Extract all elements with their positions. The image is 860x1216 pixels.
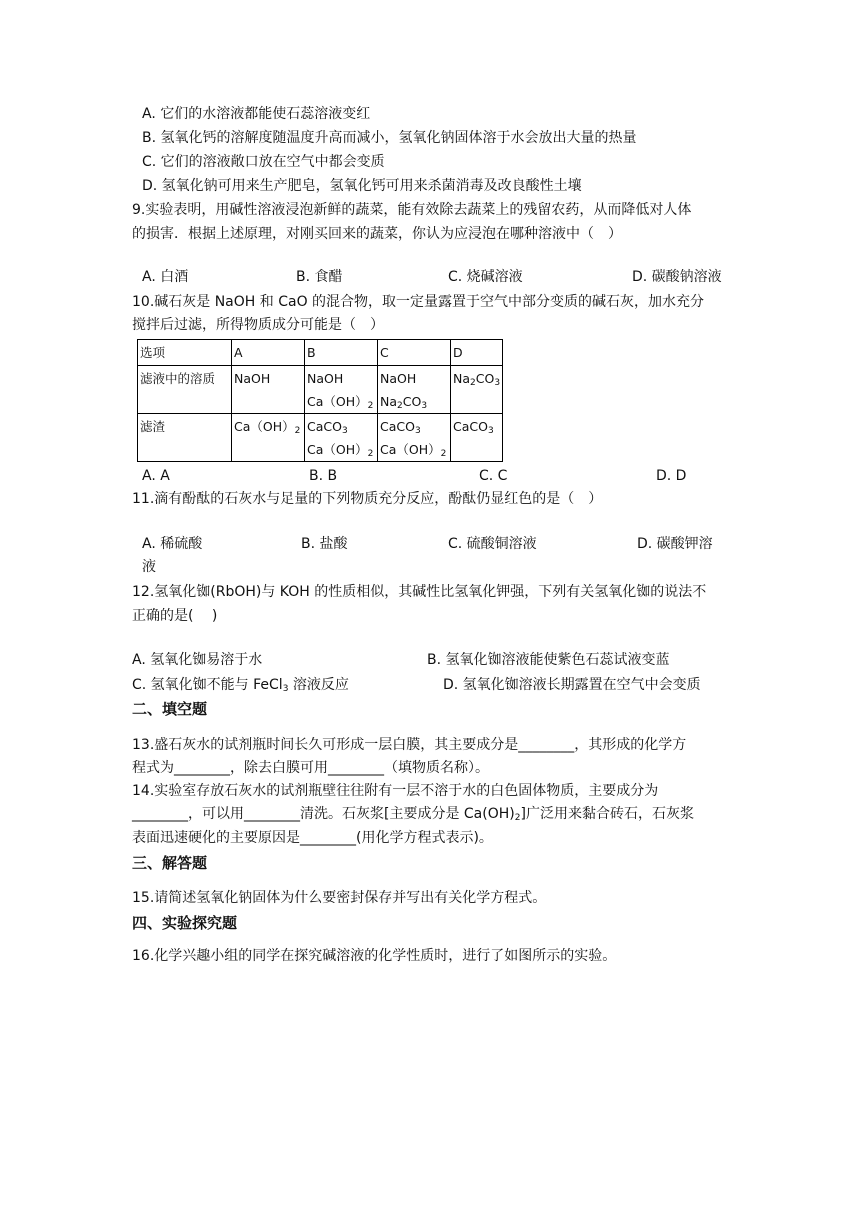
q9-stem-line2: 的损害．根据上述原理，对刚买回来的蔬菜，你认为应浸泡在哪种溶液中（ ） <box>132 226 622 242</box>
q11-option-d-wrap: 液 <box>142 559 156 575</box>
formula: $Ca(OH)_2$ <box>234 419 301 436</box>
q13-stem-line1: 13.盛石灰水的试剂瓶时间长久可形成一层白膜，其主要成分是________，其形成的化学方 <box>132 737 687 753</box>
q11-option-b: B. 盐酸 <box>301 536 348 552</box>
q12-stem-line2: 正确的是( ) <box>132 608 218 624</box>
formula: NaOH <box>380 371 417 386</box>
table-cell: D <box>451 340 503 366</box>
q12-option-d: D. 氢氧化铷溶液长期露置在空气中会变质 <box>443 677 701 693</box>
q10-options-table <box>137 339 503 462</box>
formula: CaCO$_3$ <box>380 419 421 436</box>
formula: $Na_2CO_3$ <box>380 394 428 411</box>
formula: $Na_2CO_3$ <box>453 371 501 388</box>
q9-option-c: C. 烧碱溶液 <box>448 269 523 285</box>
q14-stem-line1: 14.实验室存放石灰水的试剂瓶壁往往附有一层不溶于水的白色固体物质，主要成分为 <box>132 783 659 799</box>
q8-option-b: B. 氢氧化钙的溶解度随温度升高而减小，氢氧化钠固体溶于水会放出大量的热量 <box>142 130 637 146</box>
q9-option-a: A. 白酒 <box>142 269 189 285</box>
table-row <box>138 366 503 414</box>
q9-option-b: B. 食醋 <box>296 269 343 285</box>
formula: NaOH <box>234 371 271 386</box>
q10-option-b: B. B <box>309 468 338 484</box>
q11-stem: 11.滴有酚酞的石灰水与足量的下列物质充分反应，酚酞仍显红色的是（ ） <box>132 491 603 507</box>
table-cell <box>378 366 451 414</box>
formula: $Ca(OH)_2$ <box>307 394 374 411</box>
table-cell <box>305 414 378 462</box>
q15-stem: 15.请简述氢氧化钠固体为什么要密封保存并写出有关化学方程式。 <box>132 890 547 906</box>
table-cell: 滤渣 <box>138 414 232 462</box>
q10-option-a: A. A <box>142 468 170 484</box>
q12-option-b: B. 氢氧化铷溶液能使紫色石蕊试液变蓝 <box>427 652 670 668</box>
formula: NaOH <box>307 371 344 386</box>
q10-option-c: C. C <box>479 468 508 484</box>
q12-option-a: A. 氢氧化铷易溶于水 <box>132 652 263 668</box>
table-cell <box>305 366 378 414</box>
table-cell: B <box>305 340 378 366</box>
formula: CaCO$_3$ <box>307 419 348 436</box>
q12-stem-line1: 12.氢氧化铷(RbOH)与 KOH 的性质相似，其碱性比氢氧化钾强，下列有关氢氧化铷的说法不 <box>132 584 707 600</box>
q8-option-c: C. 它们的溶液敞口放在空气中都会变质 <box>142 154 385 170</box>
table-header-row <box>138 340 503 366</box>
q9-stem-line1: 9.实验表明，用碱性溶液浸泡新鲜的蔬菜，能有效除去蔬菜上的残留农药，从而降低对人体 <box>132 202 692 218</box>
q14-stem-line2: ________，可以用________清洗。石灰浆[主要成分是 $Ca(OH)_2$]广泛用来黏合砖石，石灰浆 <box>132 806 694 823</box>
q16-stem: 16.化学兴趣小组的同学在探究碱溶液的化学性质时，进行了如图所示的实验。 <box>132 948 617 964</box>
q14-stem-line3: 表面迅速硬化的主要原因是________(用化学方程式表示)。 <box>132 830 493 846</box>
q11-option-c: C. 硫酸铜溶液 <box>448 536 537 552</box>
section-heading-answer: 三、解答题 <box>132 854 208 872</box>
q11-option-a: A. 稀硫酸 <box>142 536 203 552</box>
table-cell: A <box>232 340 305 366</box>
section-heading-fill-in: 二、填空题 <box>132 700 208 718</box>
q8-option-d: D. 氢氧化钠可用来生产肥皂，氢氧化钙可用来杀菌消毒及改良酸性土壤 <box>142 178 582 194</box>
table-cell: 选项 <box>138 340 232 366</box>
formula: $Ca(OH)_2$ <box>307 442 374 459</box>
table-cell <box>378 414 451 462</box>
table-row <box>138 414 503 462</box>
q10-stem-line2: 搅拌后过滤，所得物质成分可能是（ ） <box>132 317 384 333</box>
table-cell: C <box>378 340 451 366</box>
table-cell <box>451 414 503 462</box>
table-cell <box>232 414 305 462</box>
q11-option-d: D. 碳酸钾溶 <box>637 536 713 552</box>
table-cell: 滤液中的溶质 <box>138 366 232 414</box>
formula: $Ca(OH)_2$ <box>380 442 447 459</box>
q8-option-a: A. 它们的水溶液都能使石蕊溶液变红 <box>142 106 371 122</box>
q10-option-d: D. D <box>656 468 687 484</box>
section-heading-experiment: 四、实验探究题 <box>132 914 238 932</box>
formula: CaCO$_3$ <box>453 419 494 436</box>
q12-option-c: C. 氢氧化铷不能与 FeCl$_3$ 溶液反应 <box>132 677 349 694</box>
q9-option-d: D. 碳酸钠溶液 <box>632 269 722 285</box>
q13-stem-line2: 程式为________，除去白膜可用________（填物质名称）。 <box>132 760 489 776</box>
table-cell <box>451 366 503 414</box>
q10-stem-line1: 10.碱石灰是 NaOH 和 CaO 的混合物，取一定量露置于空气中部分变质的碱石灰，加水充分 <box>132 294 705 310</box>
table-cell <box>232 366 305 414</box>
